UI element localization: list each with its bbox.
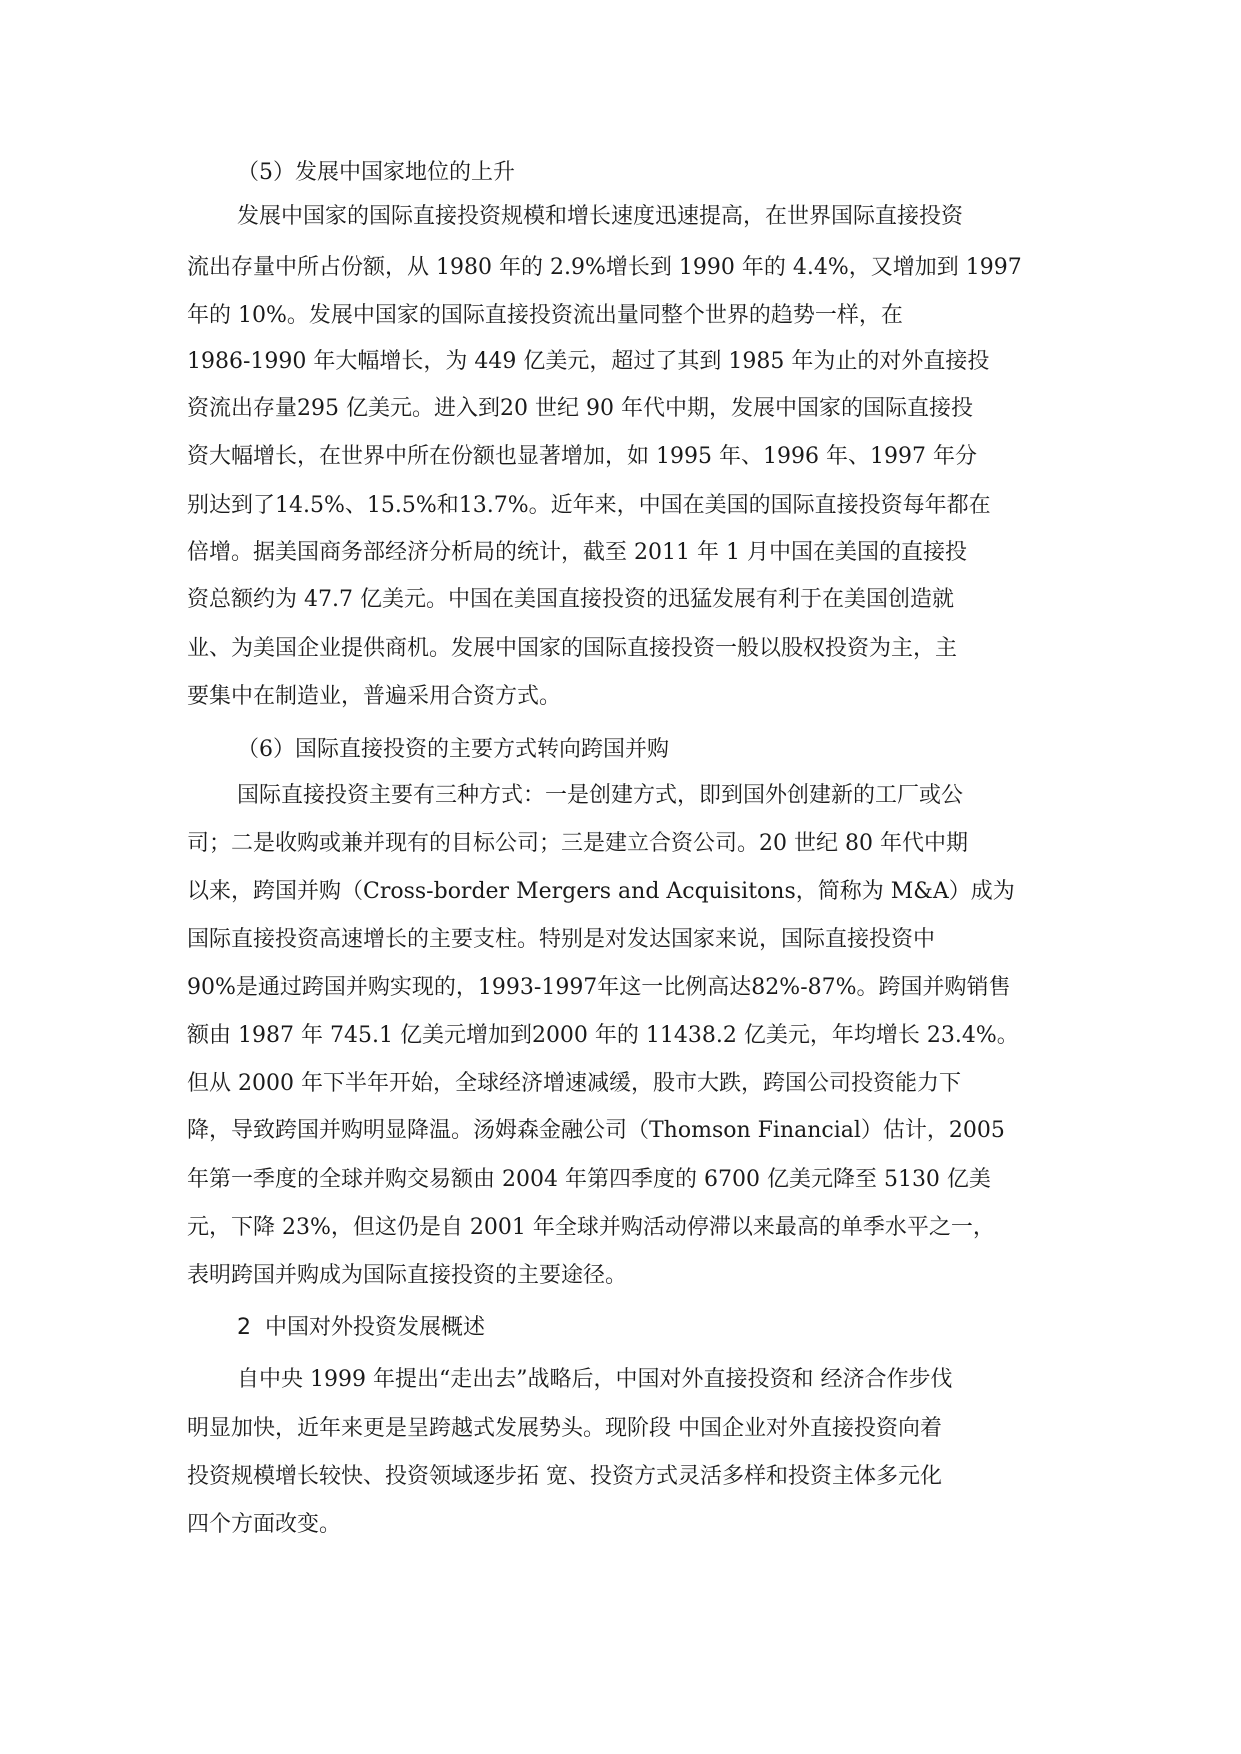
section-heading: （5）发展中国家地位的上升 (237, 160, 515, 185)
section-heading: 2 中国对外投资发展概述 (237, 1315, 485, 1340)
paragraph-line: 自中央 1999 年提出“走出去”战略后，中国对外直接投资和 经济合作步伐 (237, 1367, 953, 1392)
section-heading: （6）国际直接投资的主要方式转向跨国并购 (237, 737, 669, 762)
paragraph-line: 额由 1987 年 745.1 亿美元增加到2000 年的 11438.2 亿美元，年均增长 23.4%。 (187, 1023, 1019, 1048)
paragraph-line: 资总额约为 47.7 亿美元。中国在美国直接投资的迅猛发展有利于在美国创造就 (187, 587, 954, 612)
paragraph-line: 倍增。据美国商务部经济分析局的统计，截至 2011 年 1 月中国在美国的直接投 (187, 540, 967, 565)
paragraph-line: 降，导致跨国并购明显降温。汤姆森金融公司（Thomson Financial）估计，2005 (187, 1118, 1005, 1143)
paragraph-line: 1986-1990 年大幅增长，为 449 亿美元，超过了其到 1985 年为止的对外直接投 (187, 349, 990, 374)
paragraph-line: 国际直接投资高速增长的主要支柱。特别是对发达国家来说，国际直接投资中 (187, 927, 936, 952)
paragraph-line: 别达到了14.5%、15.5%和13.7%。近年来，中国在美国的国际直接投资每年都在 (187, 493, 991, 518)
paragraph-line: 明显加快，近年来更是呈跨越式发展势头。现阶段 中国企业对外直接投资向着 (187, 1416, 942, 1441)
paragraph-line: 流出存量中所占份额，从 1980 年的 2.9%增长到 1990 年的 4.4%，又增加到 1997 (187, 255, 1022, 280)
paragraph-line: 元，下降 23%，但这仍是自 2001 年全球并购活动停滞以来最高的单季水平之一， (187, 1215, 995, 1240)
paragraph-line: 司；二是收购或兼并现有的目标公司；三是建立合资公司。20 世纪 80 年代中期 (187, 831, 968, 856)
paragraph-line: 四个方面改变。 (187, 1512, 342, 1537)
paragraph-line: 投资规模增长较快、投资领域逐步拓 宽、投资方式灵活多样和投资主体多元化 (187, 1464, 942, 1489)
paragraph-line: 年第一季度的全球并购交易额由 2004 年第四季度的 6700 亿美元降至 5130 亿美 (187, 1167, 991, 1192)
paragraph-line: 国际直接投资主要有三种方式：一是创建方式，即到国外创建新的工厂或公 (237, 783, 964, 808)
paragraph-line: 业、为美国企业提供商机。发展中国家的国际直接投资一般以股权投资为主，主 (187, 636, 958, 661)
paragraph-line: 但从 2000 年下半年开始，全球经济增速减缓，股市大跌，跨国公司投资能力下 (187, 1071, 961, 1096)
paragraph-line: 表明跨国并购成为国际直接投资的主要途径。 (187, 1263, 628, 1288)
paragraph-line: 资大幅增长，在世界中所在份额也显著增加，如 1995 年、1996 年、1997 年分 (187, 444, 977, 469)
paragraph-line: 年的 10%。发展中国家的国际直接投资流出量同整个世界的趋势一样，在 (187, 303, 903, 328)
paragraph-line: 90%是通过跨国并购实现的，1993-1997年这一比例高达82%-87%。跨国并购销售 (187, 975, 1011, 1000)
paragraph-line: 发展中国家的国际直接投资规模和增长速度迅速提高，在世界国际直接投资 (237, 204, 964, 229)
paragraph-line: 资流出存量295 亿美元。进入到20 世纪 90 年代中期，发展中国家的国际直接投 (187, 396, 973, 421)
paragraph-line: 要集中在制造业，普遍采用合资方式。 (187, 684, 562, 709)
paragraph-line: 以来，跨国并购（Cross-border Mergers and Acquisitons，简称为 M&A）成为 (187, 879, 1015, 904)
